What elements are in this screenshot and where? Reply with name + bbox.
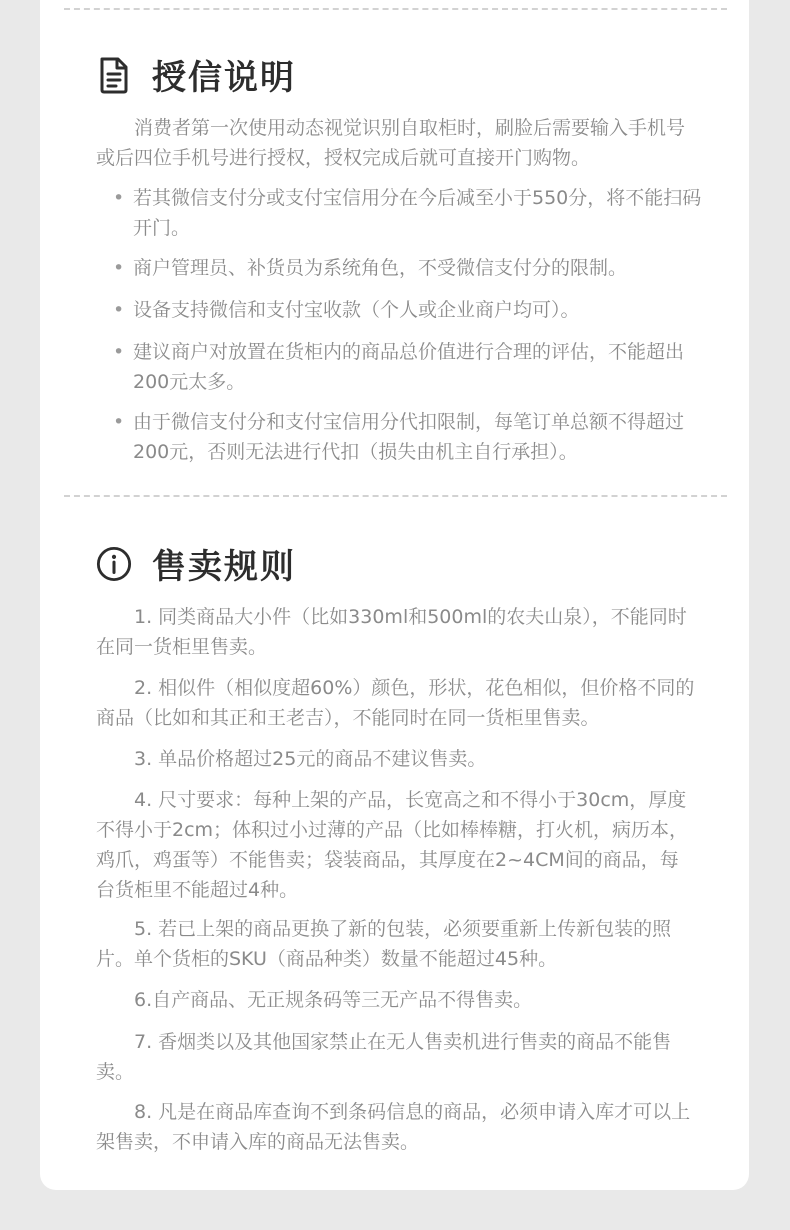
sales-rule: 1. 同类商品大小件（比如330ml和500ml的农夫山泉），不能同时在同一货柜里售卖。 [96,606,687,658]
auth-section-title: 授信说明 [152,58,296,98]
sales-rule: 6.自产商品、无正规条码等三无产品不得售卖。 [134,989,533,1011]
auth-bullet-text: 若其微信支付分或支付宝信用分在今后减至小于550分，将不能扫码开门。 [133,187,702,239]
bullet-dot: • [113,341,125,363]
auth-bullet [113,183,703,243]
bullet-dot: • [113,299,125,321]
sales-rule: 8. 凡是在商品库查询不到条码信息的商品，必须申请入库才可以上架售卖，不申请入库的商品无法售卖。 [96,1101,691,1153]
auth-intro: 消费者第一次使用动态视觉识别自取柜时，刷脸后需要输入手机号或后四位手机号进行授权，授权完成后就可直接开门购物。 [96,117,686,169]
sales-rule: 5. 若已上架的商品更换了新的包装，必须要重新上传新包装的照片。单个货柜的SKU（商品种类）数量不能超过45种。 [96,918,672,970]
auth-bullet-text: 商户管理员、补货员为系统角色，不受微信支付分的限制。 [133,257,628,279]
auth-section-header [96,50,296,99]
sales-rule: 4. 尺寸要求：每种上架的产品，长宽高之和不得小于30cm，厚度不得小于2cm；体积过小过薄的产品（比如棒棒糖，打火机，病历本，鸡爪，鸡蛋等）不能售卖；袋装商品，其厚度在2~4CM间的商品，每台货柜里不能超过4种。 [96,789,689,901]
auth-bullet-text: 建议商户对放置在货柜内的商品总价值进行合理的评估，不能超出200元太多。 [133,341,685,393]
auth-bullet [113,407,703,467]
info-icon [96,544,132,584]
sales-rule: 7. 香烟类以及其他国家禁止在无人售卖机进行售卖的商品不能售卖。 [96,1031,672,1083]
auth-bullet [113,295,703,325]
content-card [40,0,749,1190]
auth-bullet [113,253,703,283]
sales-rule: 2. 相似件（相似度超60%）颜色，形状，花色相似，但价格不同的商品（比如和其正和王老吉），不能同时在同一货柜里售卖。 [96,677,695,729]
document-icon [96,55,132,95]
bullet-dot: • [113,411,125,433]
auth-bullet [113,337,703,397]
sales-section-header [96,539,296,588]
sales-section-title: 售卖规则 [152,547,296,587]
auth-bullet-text: 设备支持微信和支付宝收款（个人或企业商户均可）。 [133,299,580,321]
bullet-dot: • [113,187,125,209]
divider-middle [64,495,727,497]
auth-bullet-text: 由于微信支付分和支付宝信用分代扣限制，每笔订单总额不得超过200元，否则无法进行代扣（损失由机主自行承担）。 [133,411,685,463]
sales-rule: 3. 单品价格超过25元的商品不建议售卖。 [134,748,487,770]
bullet-dot: • [113,257,125,279]
divider-top [64,8,727,10]
